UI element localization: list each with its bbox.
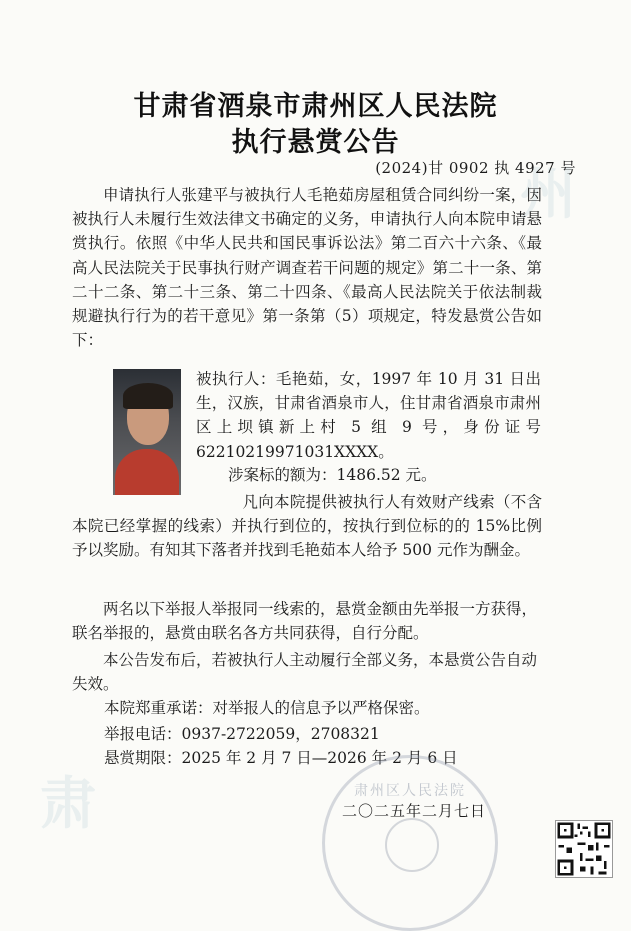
- seal-text: 肃州区人民法院: [354, 783, 466, 799]
- case-amount: 涉案标的额为：1486.52 元。: [228, 466, 437, 484]
- watermark: 肃: [40, 771, 96, 837]
- court-title: 甘肃省酒泉市肃州区人民法院: [133, 91, 498, 122]
- notice-title: 执行悬赏公告: [231, 127, 400, 158]
- national-emblem-icon: [385, 818, 439, 872]
- defendant-photo: [113, 369, 181, 495]
- reward-period: 悬赏期限：2025 年 2 月 7 日—2026 年 2 月 6 日: [104, 749, 458, 767]
- court-seal: [322, 755, 498, 931]
- confidentiality-promise: 本院郑重承诺：对举报人的信息予以严格保密。: [104, 699, 430, 717]
- issue-date: 二〇二五年二月七日: [342, 802, 487, 820]
- watermark: 州: [520, 161, 576, 227]
- lapse-paragraph: 本公告发布后，若被执行人主动履行全部义务，本悬赏公告自动失效。: [72, 651, 538, 694]
- report-phone: 举报电话：0937-2722059，2708321: [104, 725, 380, 743]
- defendant-info: 被执行人：毛艳茹，女，1997 年 10 月 31 日出生，汉族，甘肃省酒泉市人，住甘肃省酒泉市肃州区上坝镇新上村 5 组 9 号，身份证号 62210219971031XXXX。: [196, 370, 541, 461]
- reward-paragraph: 凡向本院提供被执行人有效财产线索（不含本院已经掌握的线索）并执行到位的，按执行到位标的的 15%比例予以奖励。有知其下落者并找到毛艳茹本人给予 500 元作为酬金。: [72, 493, 542, 560]
- multi-reporter-paragraph: 两名以下举报人举报同一线索的，悬赏金额由先举报一方获得，联名举报的，悬赏由联名各方共同获得，自行分配。: [72, 600, 538, 643]
- intro-paragraph: 申请执行人张建平与被执行人毛艳茹房屋租赁合同纠纷一案，因被执行人未履行生效法律文书确定的义务，申请执行人向本院申请悬赏执行。依照《中华人民共和国民事诉讼法》第二百六十六条、《最高人民法院关于民事执行财产调查若干问题的规定》第二十一条、第二十二条、第二十三条、第二十四条、《最高人民法院关于依法制裁规避执行行为的若干意见》第一条第（5）项规定，特发悬赏公告如下：: [72, 186, 542, 350]
- qr-code-icon: [555, 820, 613, 878]
- case-number: (2024)甘 0902 执 4927 号: [375, 159, 576, 177]
